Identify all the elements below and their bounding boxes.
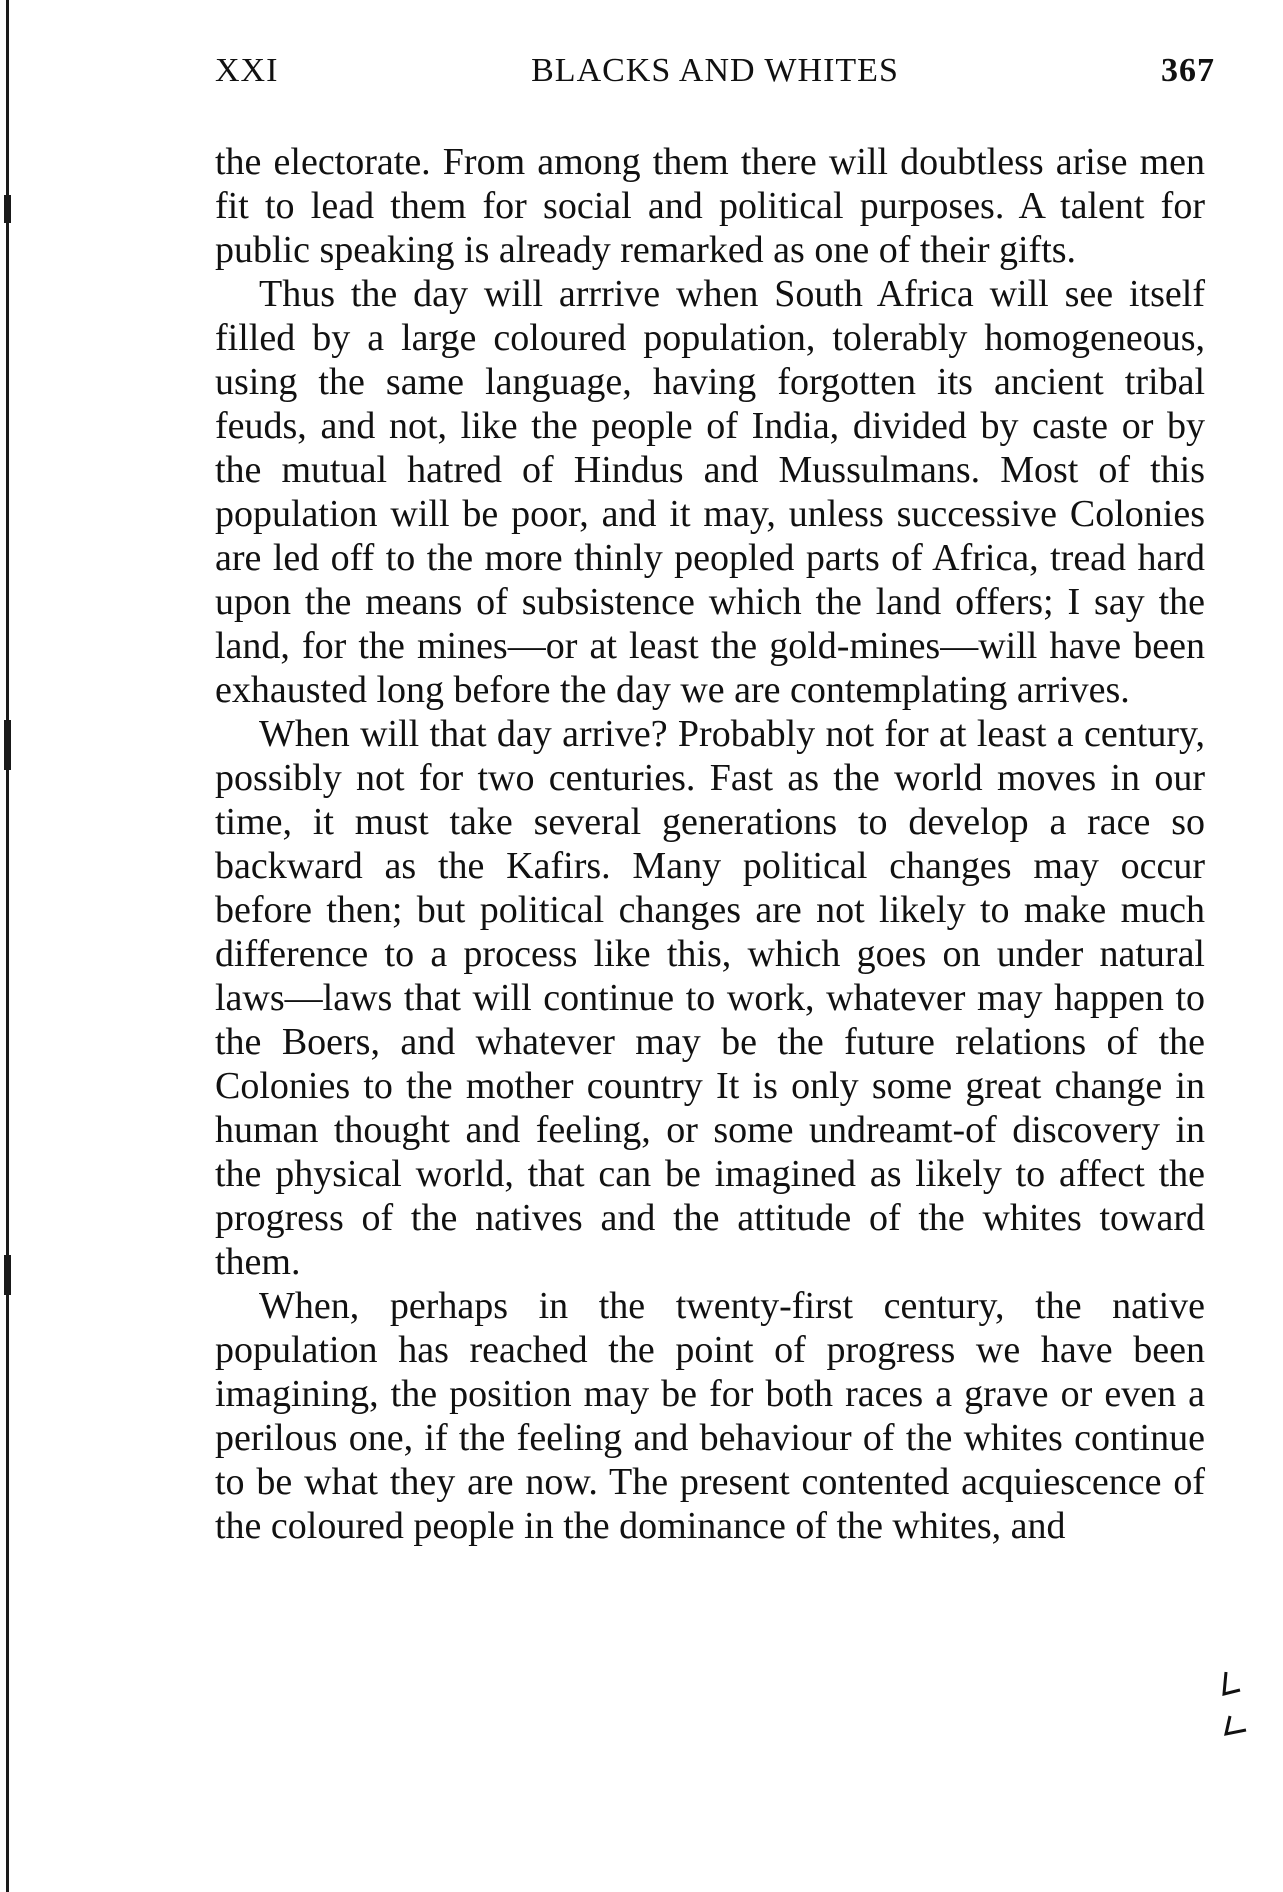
running-title: BLACKS AND WHITES bbox=[531, 52, 899, 89]
edge-mark bbox=[4, 1255, 11, 1295]
margin-correction-mark bbox=[1218, 1668, 1246, 1704]
edge-mark bbox=[4, 720, 11, 770]
body-text bbox=[215, 140, 1205, 1548]
chapter-number: XXI bbox=[215, 52, 279, 89]
paragraph-3: When will that day arrive? Probably not for at least a century, possibly not for two centuries. Fast as the world moves in our time, it must take several generations to develop a race so backward as the Kafirs. Many political changes may occur before then; but political changes are not likely to make much difference to a process like this, which goes on under natural laws—laws that will continue to work, whatever may happen to the Boers, and whatever may be the future relations of the Colonies to the mother country It is only some great change in human thought and feeling, or some undreamt-of discovery in the physical world, that can be imagined as likely to affect the progress of the natives and the attitude of the whites toward them. bbox=[215, 713, 1205, 1283]
page-number: 367 bbox=[1161, 52, 1215, 89]
running-header bbox=[215, 52, 1215, 102]
edge-mark bbox=[4, 195, 11, 223]
binding-edge-line bbox=[6, 0, 9, 1892]
margin-correction-mark bbox=[1220, 1712, 1250, 1742]
paragraph-4: When, perhaps in the twenty-first century, the native population has reached the point of progress we have been imagining, the position may be for both races a grave or even a perilous one, if the feeling and behaviour of the whites continue to be what they are now. The present contented acquiescence of the coloured people in the dominance of the whites, and bbox=[215, 1285, 1205, 1547]
paragraph-2: Thus the day will arrrive when South Africa will see itself filled by a large coloured population, tolerably homogeneous, using the same language, having forgotten its ancient tribal feuds, and not, like the people of India, divided by caste or by the mutual hatred of Hindus and Mussulmans. Most of this population will be poor, and it may, unless successive Colonies are led off to the more thinly peopled parts of Africa, tread hard upon the means of subsistence which the land offers; I say the land, for the mines—or at least the gold-mines—will have been exhausted long before the day we are contemplating arrives. bbox=[215, 273, 1205, 711]
paragraph-1: the electorate. From among them there will doubtless arise men fit to lead them for social and political purposes. A talent for public speaking is already remarked as one of their gifts. bbox=[215, 141, 1205, 271]
